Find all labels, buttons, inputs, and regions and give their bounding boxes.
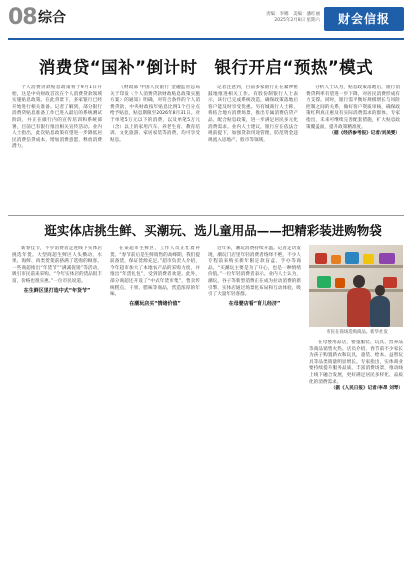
story2-subhead-1: 在生鲜区里打造中式“年货节”	[23, 287, 91, 294]
header-rule	[8, 38, 404, 40]
page-number: 08	[8, 5, 37, 30]
story2-col2-text: 在某超市生鲜区，工作人员正忙着补货。“春节前后是生鲜销售的高峰期，我们提前备货，保证货源充足。”超市负责人介绍，今年超市加大了本地农产品的采购力度，并推出“年货礼包”，受到消费者欢迎。此外，部分商超还开设了“中式年货市集”，售卖传统糕点、干果、腊味等商品，营造浓厚的年味。	[110, 246, 200, 298]
store-photo	[309, 245, 403, 327]
story1-column-2	[110, 85, 200, 210]
story2-column-3	[208, 246, 301, 568]
story2-column-2	[110, 246, 200, 568]
page-header	[0, 0, 410, 44]
story2-col1-text: 新春佳节，不少消费者走进线下实体店挑选年货。大型商超生鲜区人头攒动，水果、海鲜、肉类货架前挤满了选购的顾客。一些商超推出“年货节”“满减促销”等活动，吸引市民前来采购。“今年实体店的货品很丰富，价格也很实惠。”一位市民说道。	[12, 246, 102, 284]
story2-col4-text: 在母婴用品店，婴童服装、玩具、营养品等商品销售火热。店员介绍，春节前不少家长为孩子购置新衣和玩具，童装、绘本、益智玩具等品类销量明显增长。专家指出，实体商业要持续提升服务品质，丰富消费场景，推动线上线下融合发展，更好满足居民多样化、品质化的消费需求。	[309, 340, 403, 385]
story1-col2-text: 《财政部 中国人民银行 金融监管总局关于印发〈个人消费贷款财政贴息政策实施方案〉的通知》明确，对符合条件的个人消费贷款，中央财政按年贴息比例1个百分点给予贴息，贴息期限至2026年8月31日。对于单笔5万元以下的消费，以及单笔5万元（含）以上的家用汽车、养老生育、教育培训、文化旅游、家居家装等消费，均可享受贴息。	[110, 85, 200, 143]
header-meta: 责编：李娜 美编：潘红丽 2025年2月8日 星期六	[266, 12, 320, 23]
story1-col3-text: 记者注意到，目前多家银行正在紧锣密鼓地推进相关工作。有股份制银行人士表示，该行已完成系统改造，确保政策落地后客户能及时享受优惠。另有城商行人士称，将结合地方消费场景，推出专属消费信贷产品，配合贴息政策，进一步满足居民多元化消费需求。业内人士建议，银行应在依法合规前提下，加强贷款用途管理，防范资金违规流入房地产、股市等领域。	[208, 85, 298, 143]
story2-subhead-2: 在潮玩店买“情绪价值”	[129, 300, 181, 307]
story1-col4-text: 分析人士认为，贴息政策落地后，银行消费贷利率有望进一步下降，对居民消费形成有力支撑。同时，银行需平衡好规模增长与风险控制之间的关系，做好客户资质审核，确保政策红利真正惠及有实际消费需求的群体。专家指出，未来可继续完善配套措施，扩大贴息政策覆盖面，提升政策精准度。	[306, 85, 400, 130]
story1-column-3	[208, 85, 298, 210]
story2-subhead-3: 在母婴店看“育儿经济”	[228, 300, 281, 307]
section-name: 综合	[38, 10, 66, 26]
masthead-logo: 财会信报	[324, 7, 404, 31]
story2-col3-text: 近年来，潮玩消费持续升温。记者走访发现，潮玩门店里年轻消费者络绎不绝，不少人专程前来购买新年限定款盲盒、手办等商品。“买潮玩主要是为了开心，也是一种情绪价值。”一位年轻消费者表示。业内人士认为，潮玩、谷子等新型消费正在成为拉动消费的新引擎，实体店通过场景化布局和互动体验，吸引了大量年轻客群。	[208, 246, 301, 298]
photo-caption: 市民在商场选购商品。新华社发	[326, 330, 388, 335]
story2-byline: （据《人民日报》记者/李昂 刘琴）	[330, 386, 403, 392]
story2-headline: 逛实体店挑生鲜、买潮玩、选儿童用品——把精彩装进购物袋	[44, 223, 382, 238]
story2-column-4	[309, 340, 403, 568]
story1-headline: 消费贷“国补”倒计时 银行开启“预热”模式	[38, 58, 374, 77]
story2-column-1	[12, 246, 102, 568]
story1-byline: （据《经济参考报》记者/刘美雯）	[329, 131, 400, 137]
story-divider	[8, 215, 404, 216]
story1-column-1	[12, 85, 102, 210]
story1-col1-text: 个人消费贷款贴息政策将于9月1日开始，这是中央财政首次在个人消费贷款领域实施贴息政策。在此背景下，多家银行已经开始进行相关准备。记者了解到，部分银行消费贷贴息准备工作已进入最后的系统测试阶段，并正在做行内的宣传培训和系统部署，目前已有银行推出相关宣传活动。业内人士指出，此次贴息政策有望进一步降低居民消费信贷成本，增加消费意愿，释放消费潜力。	[12, 85, 102, 150]
story1-column-4	[306, 85, 400, 210]
